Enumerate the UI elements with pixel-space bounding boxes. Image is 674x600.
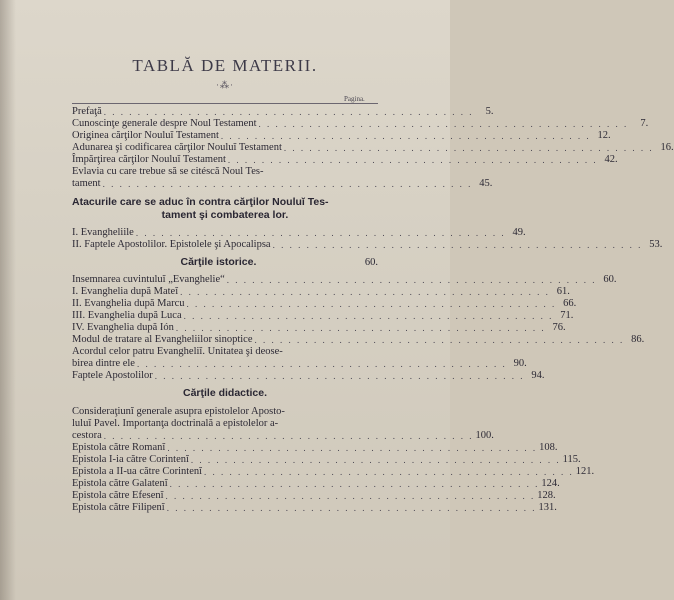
toc-entry-text-end: tament	[72, 178, 101, 189]
toc-entry	[72, 334, 645, 346]
toc-entry-text: Insemnarea cuvintuluĭ „Evanghelie“	[72, 274, 225, 285]
leader-dots: . . . . . . . . . . . . . . . . . . . . . . . . . . . . . . . . . . . . . . . . . . . .	[272, 240, 643, 250]
leader-dots: . . . . . . . . . . . . . . . . . . . . . . . . . . . . . . . . . . . . . . . . . . . .	[169, 479, 540, 489]
leader-dots: . . . . . . . . . . . . . . . . . . . . . . . . . . . . . . . . . . . . . . . . . . . .	[254, 335, 625, 345]
section-heading-didactic: Cărţile didactice.	[182, 387, 268, 399]
toc-page-number: 60.	[364, 257, 378, 268]
leader-dots: . . . . . . . . . . . . . . . . . . . . . . . . . . . . . . . . . . . . . . . . . . . .	[283, 143, 654, 153]
toc-entry-text: I. Evangheliile	[72, 227, 134, 238]
toc-page-number: 121.	[575, 466, 595, 477]
leader-dots: . . . . . . . . . . . . . . . . . . . . . . . . . . . . . . . . . . . . . . . . . . . .	[180, 287, 550, 297]
leader-dots: . . . . . . . . . . . . . . . . . . . . . . . . . . . . . . . . . . . . . . . . . . . .	[183, 311, 554, 321]
toc-entry	[72, 406, 494, 442]
leader-dots: . . . . . . . . . . . . . . . . . . . . . . . . . . . . . . . . . . . . . . . . . . . .	[220, 131, 591, 141]
toc-entry-text: Epistola către Galatenĭ	[72, 478, 168, 489]
leader-dots: . . . . . . . . . . . . . . . . . . . . . . . . . . . . . . . . . . . . . . . . . . . .	[227, 155, 598, 165]
toc-entry-text: Faptele Apostolilor	[72, 370, 153, 381]
title-ornament: ·⁂·	[216, 80, 234, 90]
toc-entry	[72, 298, 577, 310]
toc-page-number: 16.	[660, 142, 674, 153]
section-heading-line: tament şi combaterea lor.	[161, 209, 289, 221]
leader-dots: . . . . . . . . . . . . . . . . . . . . . . . . . . . . . . . . . . . . . . . . . . . .	[135, 228, 506, 238]
leader-dots: . . . . . . . . . . . . . . . . . . . . . . . . . . . . . . . . . . . . . . . . . . . .	[154, 371, 525, 381]
toc-entry-text-cont: luluĭ Pavel. Importanţa doctrinală a epistolelor a-	[72, 418, 279, 429]
toc-entry-text: Originea cărţilor Nouluĭ Testament	[72, 130, 219, 141]
toc-entry	[72, 227, 526, 239]
toc-page-number: 61.	[556, 286, 570, 297]
page-gutter-shadow	[0, 0, 16, 600]
toc-entry-text: I. Evanghelia după Mateĭ	[72, 286, 179, 297]
toc-page-number: 60.	[603, 274, 617, 285]
toc-entry	[72, 166, 493, 190]
toc-page-number: 90.	[513, 358, 527, 369]
toc-entry	[72, 346, 527, 370]
leader-dots: . . . . . . . . . . . . . . . . . . . . . . . . . . . . . . . . . . . . . . . . . . . .	[175, 323, 546, 333]
toc-page-number: 42.	[604, 154, 618, 165]
toc-entry-text: IV. Evanghelia după Ión	[72, 322, 174, 333]
toc-page-number: 108.	[539, 442, 558, 453]
toc-page-number: 94.	[531, 370, 545, 381]
leader-dots: . . . . . . . . . . . . . . . . . . . . . . . . . . . . . . . . . . . . . . . . . . . .	[103, 107, 474, 117]
toc-page-number: 124.	[541, 478, 560, 489]
toc-page-number: 131.	[538, 502, 557, 513]
leader-dots: . . . . . . . . . . . . . . . . . . . . . . . . . . . . . . . . . . . . . . . . . . . .	[167, 443, 538, 453]
toc-entry	[72, 490, 556, 502]
toc-entry	[72, 154, 618, 166]
toc-entry-text: Acordul celor patru Evangheliĭ. Unitatea şi deose-	[72, 346, 283, 357]
toc-entry-text: II. Faptele Apostolilor. Epistolele şi Apocalipsa	[72, 239, 271, 250]
toc-page-number: 12.	[597, 130, 611, 141]
toc-entry-text: Epistola către Efesenĭ	[72, 490, 164, 501]
toc-entry-text: Epistola către Filipenĭ	[72, 502, 165, 513]
toc-entry	[72, 142, 674, 154]
toc-entry	[72, 502, 557, 514]
toc-entry-text: Epistola a II-ua către Corintenĭ	[72, 466, 203, 477]
leader-dots: . . . . . . . . . . . . . . . . . . . . . . . . . . . . . . . . . . . . . . . . . . . .	[204, 467, 574, 477]
toc-entry	[72, 286, 570, 298]
section-heading-label: Cărţile istorice.	[180, 256, 257, 268]
toc-entry	[72, 370, 545, 382]
leader-dots: . . . . . . . . . . . . . . . . . . . . . . . . . . . . . . . . . . . . . . . . . . . .	[258, 119, 629, 129]
leader-dots: . . . . . . . . . . . . . . . . . . . . . . . . . . . . . . . . . . . . . . . . . . . .	[186, 299, 557, 309]
section-heading-historical	[72, 256, 378, 269]
toc-page-number: 5.	[485, 106, 494, 117]
toc-entry-text: Cunoscinţe generale despre Noul Testament	[72, 118, 257, 129]
leader-dots: . . . . . . . . . . . . . . . . . . . . . . . . . . . . . . . . . . . . . . . . . . . .	[102, 179, 473, 189]
toc-page-number: 49.	[512, 227, 526, 238]
toc-entry-text: Evlavia cu care trebue să se citéscă Noul Tes-	[72, 166, 264, 177]
toc-entry	[72, 478, 560, 490]
toc-entry-text-end: birea dintre ele	[72, 358, 135, 369]
toc-page-number: 100.	[475, 430, 494, 441]
toc-entry-text-end: cestora	[72, 430, 102, 441]
toc-entry-text: Modul de tratare al Evangheliilor sinoptice	[72, 334, 253, 345]
toc-entry-text: Împărţirea cărţilor Nouluĭ Testament	[72, 154, 226, 165]
toc-entry	[72, 274, 617, 286]
toc-entry	[72, 442, 558, 454]
header-rule	[72, 103, 378, 104]
toc-page-number: 76.	[552, 322, 566, 333]
toc-entry	[72, 239, 663, 251]
leader-dots: . . . . . . . . . . . . . . . . . . . . . . . . . . . . . . . . . . . . . . . . . . . .	[190, 455, 561, 465]
table-of-contents	[72, 106, 674, 514]
leader-dots: . . . . . . . . . . . . . . . . . . . . . . . . . . . . . . . . . . . . . . . . . . . .	[166, 503, 537, 513]
toc-entry-text: II. Evanghelia după Marcu	[72, 298, 185, 309]
toc-entry	[72, 118, 649, 130]
toc-entry-text: Consideraţiunĭ generale asupra epistolelor Aposto-	[72, 406, 285, 417]
toc-page-number: 45.	[479, 178, 493, 189]
toc-page-number: 128.	[537, 490, 556, 501]
toc-entry-text: Epistola către Romanĭ	[72, 442, 166, 453]
toc-page-number: 53.	[649, 239, 663, 250]
toc-entry-text: Adunarea şi codificarea cărţilor Nouluĭ Testament	[72, 142, 282, 153]
toc-page-number: 86.	[631, 334, 645, 345]
toc-entry-text: Prefaţă	[72, 106, 102, 117]
toc-entry	[72, 310, 574, 322]
toc-entry	[72, 106, 494, 118]
section-heading-attacks	[72, 196, 378, 222]
toc-page-number: 66.	[563, 298, 577, 309]
leader-dots: . . . . . . . . . . . . . . . . . . . . . . . . . . . . . . . . . . . . . . . . . . . .	[136, 359, 507, 369]
section-heading-line: Atacurile care se aduc în contra cărţilor Nouluĭ Tes-	[72, 196, 329, 208]
toc-entry	[72, 454, 581, 466]
toc-entry	[72, 322, 566, 334]
toc-page-number: 7.	[640, 118, 649, 129]
page-column-header: Pagina.	[344, 95, 365, 103]
toc-entry	[72, 466, 595, 478]
toc-entry-text: Epistola I-ia către Corintenĭ	[72, 454, 189, 465]
toc-page-number: 115.	[562, 454, 581, 465]
toc-entry-text: III. Evanghelia după Luca	[72, 310, 182, 321]
leader-dots: . . . . . . . . . . . . . . . . . . . . . . . . . . . . . . . . . . . . . . . . . . . .	[226, 275, 597, 285]
toc-entry	[72, 130, 611, 142]
leader-dots: . . . . . . . . . . . . . . . . . . . . . . . . . . . . . . . . . . . . . . . . . . . .	[103, 431, 474, 441]
page-title: TABLĂ DE MATERII.	[132, 56, 318, 75]
leader-dots: . . . . . . . . . . . . . . . . . . . . . . . . . . . . . . . . . . . . . . . . . . . .	[165, 491, 536, 501]
toc-page-number: 71.	[560, 310, 574, 321]
